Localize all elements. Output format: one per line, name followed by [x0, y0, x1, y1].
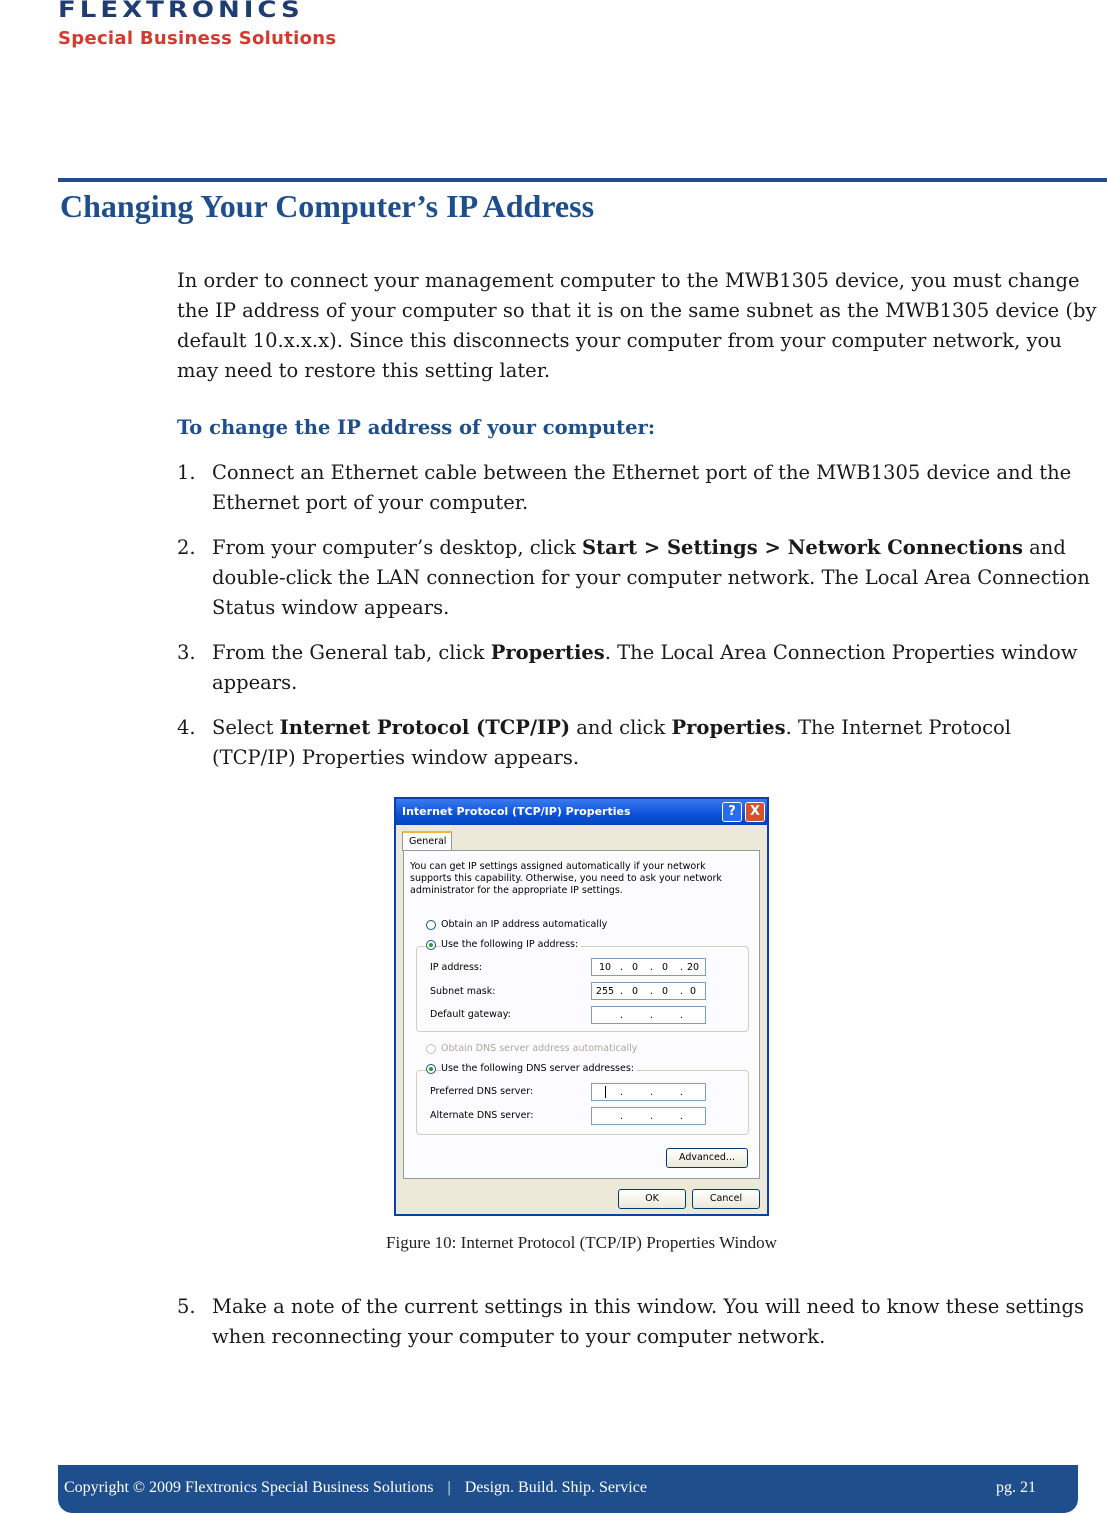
step-5: 5. Make a note of the current settings in this window. You will need to know these settings when reconnecting your computer to your computer network.: [177, 1295, 1084, 1348]
text-cursor: [605, 1086, 606, 1098]
logo-brand: FLEXTRONICS: [58, 0, 304, 23]
preferred-dns-input[interactable]: . . .: [591, 1083, 706, 1101]
alternate-dns-label: Alternate DNS server:: [430, 1110, 534, 1121]
ok-button[interactable]: OK: [618, 1189, 686, 1209]
step-1: 1. Connect an Ethernet cable between the Ethernet port of the MWB1305 device and the Ethernet port of your computer.: [177, 461, 1072, 514]
cancel-button[interactable]: Cancel: [692, 1189, 760, 1209]
default-gateway-input[interactable]: . . .: [591, 1006, 706, 1024]
heading-rule: [58, 178, 1107, 182]
company-logo: [58, 0, 336, 50]
ip-address-label: IP address:: [430, 962, 483, 973]
use-dns-label: Use the following DNS server addresses:: [441, 1063, 637, 1074]
dialog-title: Internet Protocol (TCP/IP) Properties: [402, 805, 631, 818]
page-title: Changing Your Computer’s IP Address: [60, 188, 595, 224]
obtain-ip-radio[interactable]: [426, 920, 436, 930]
tab-general[interactable]: General: [402, 831, 452, 851]
figure-caption: Figure 10: Internet Protocol (TCP/IP) Properties Window: [386, 1233, 777, 1252]
use-dns-radio[interactable]: [426, 1064, 436, 1074]
obtain-dns-radio[interactable]: [426, 1044, 436, 1054]
footer-left: [64, 1479, 647, 1497]
advanced-button[interactable]: Advanced...: [666, 1148, 748, 1168]
step-4: 4. Select Internet Protocol (TCP/IP) and click Properties. The Internet Protocol (TCP/IP) Properties window appears.: [177, 716, 1012, 769]
intro-paragraph: In order to connect your management computer to the MWB1305 device, you must change the IP address of your computer so that it is on the same subnet as the MWB1305 device (by default 10.x.x.x). Since this disconnects your computer from your computer network, you may need to restore this setting later.: [177, 269, 1097, 382]
procedure-title: To change the IP address of your computer:: [177, 416, 656, 439]
default-gateway-label: Default gateway:: [430, 1009, 511, 1020]
close-button[interactable]: X: [745, 802, 765, 822]
footer-copyright: Copyright © 2009 Flextronics Special Business Solutions: [64, 1479, 434, 1496]
footer-slogan: Design. Build. Ship. Service: [464, 1479, 647, 1496]
help-button[interactable]: ?: [722, 802, 742, 822]
obtain-dns-label: Obtain DNS server address automatically: [441, 1043, 638, 1054]
page-footer: [58, 1465, 1078, 1513]
logo-tagline: Special Business Solutions: [58, 28, 337, 49]
page-number: pg. 21: [996, 1479, 1036, 1496]
dialog-titlebar: [396, 799, 767, 825]
tcpip-properties-dialog: [394, 797, 769, 1216]
use-ip-radio[interactable]: [426, 940, 436, 950]
dns-settings-group: [416, 1070, 749, 1135]
step-2: 2. From your computer’s desktop, click Start > Settings > Network Connections and double-click the LAN connection for your computer network. The Local Area Connection Status window appears.: [177, 536, 1090, 619]
alternate-dns-input[interactable]: . . .: [591, 1107, 706, 1125]
obtain-ip-label: Obtain an IP address automatically: [441, 919, 608, 930]
step-3: 3. From the General tab, click Properties. The Local Area Connection Properties window appears.: [177, 641, 1078, 694]
subnet-mask-label: Subnet mask:: [430, 986, 496, 997]
footer-separator: |: [447, 1479, 451, 1496]
dialog-intro-text: You can get IP settings assigned automatically if your network supports this capability. Otherwise, you need to ask your network administrator for the appropriate IP settings.: [410, 861, 722, 896]
subnet-mask-input[interactable]: 255 . 0 . 0 . 0: [591, 982, 706, 1000]
preferred-dns-label: Preferred DNS server:: [430, 1086, 534, 1097]
use-ip-label: Use the following IP address:: [441, 939, 581, 950]
ip-address-input[interactable]: 10 . 0 . 0 . 20: [591, 958, 706, 976]
